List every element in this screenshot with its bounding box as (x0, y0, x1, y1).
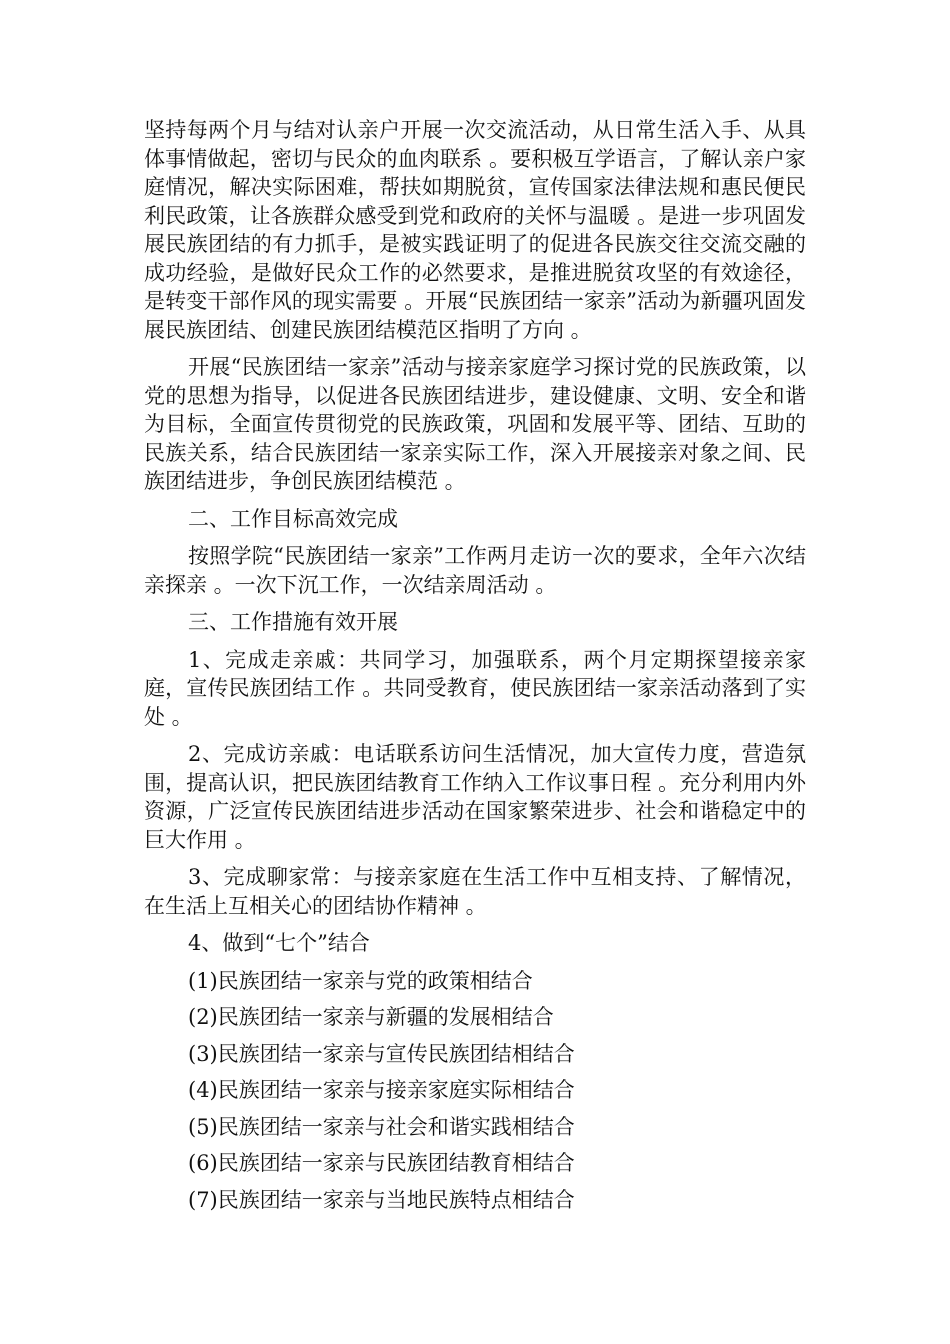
list-item: (2)民族团结一家亲与新疆的发展相结合 (188, 1005, 554, 1029)
paragraph-1: 坚持每两个月与结对认亲户开展一次交流活动，从日常生活入手、从具体事情做起，密切与民众的血肉联系 。要积极互学语言，了解认亲户家庭情况，解决实际困难，帮扶如期脱贫，宣传国家法律法规和惠民便民利民政策，让各族群众感受到党和政府的关怀与温暖 。是进一步巩固发展民族团结的有力抓手，是被实践证明了的促进各民族交往交流交融的成功经验，是做好民众工作的必然要求，是推进脱贫攻坚的有效途径，是转变干部作风的现实需要 。开展“民族团结一家亲”活动为新疆巩固发展民族团结、创建民族团结模范区指明了方向 。 (144, 118, 806, 342)
paragraph-measure-3: 3、完成聊家常：与接亲家庭在生活工作中互相支持、了解情况，在生活上互相关心的团结协作精神 。 (144, 865, 806, 918)
paragraph-4: 按照学院“民族团结一家亲”工作两月走访一次的要求，全年六次结亲探亲 。一次下沉工作，一次结亲周活动 。 (144, 544, 806, 597)
paragraph-measure-2: 2、完成访亲戚：电话联系访问生活情况，加大宣传力度，营造氛围，提高认识，把民族团结教育工作纳入工作议事日程 。充分利用内外资源，广泛宣传民族团结进步活动在国家繁荣进步、社会和谐稳定中的巨大作用 。 (144, 742, 806, 852)
list-item: (7)民族团结一家亲与当地民族特点相结合 (188, 1187, 575, 1212)
section-heading-2: 二、工作目标高效完成 (188, 506, 398, 531)
section-heading-3: 三、工作措施有效开展 (188, 610, 398, 634)
list-item: (4)民族团结一家亲与接亲家庭实际相结合 (188, 1078, 575, 1102)
list-item: (5)民族团结一家亲与社会和谐实践相结合 (188, 1114, 575, 1139)
paragraph-measure-4: 4、做到“七个”结合 (188, 931, 370, 955)
paragraph-measure-1: 1、完成走亲戚：共同学习，加强联系，两个月定期探望接亲家庭，宣传民族团结工作 。共同受教育，使民族团结一家亲活动落到了实处 。 (144, 647, 806, 729)
paragraph-2: 开展“民族团结一家亲”活动与接亲家庭学习探讨党的民族政策，以党的思想为指导，以促进各民族团结进步，建设健康、文明、安全和谐为目标，全面宣传贯彻党的民族政策，巩固和发展平等、团结、互助的民族关系，结合民族团结一家亲实际工作，深入开展接亲对象之间、民族团结进步，争创民族团结模范 。 (144, 355, 806, 493)
document-body (144, 116, 806, 1222)
list-item: (6)民族团结一家亲与民族团结教育相结合 (188, 1151, 575, 1175)
list-item: (1)民族团结一家亲与党的政策相结合 (188, 968, 533, 993)
list-item: (3)民族团结一家亲与宣传民族团结相结合 (188, 1041, 575, 1066)
